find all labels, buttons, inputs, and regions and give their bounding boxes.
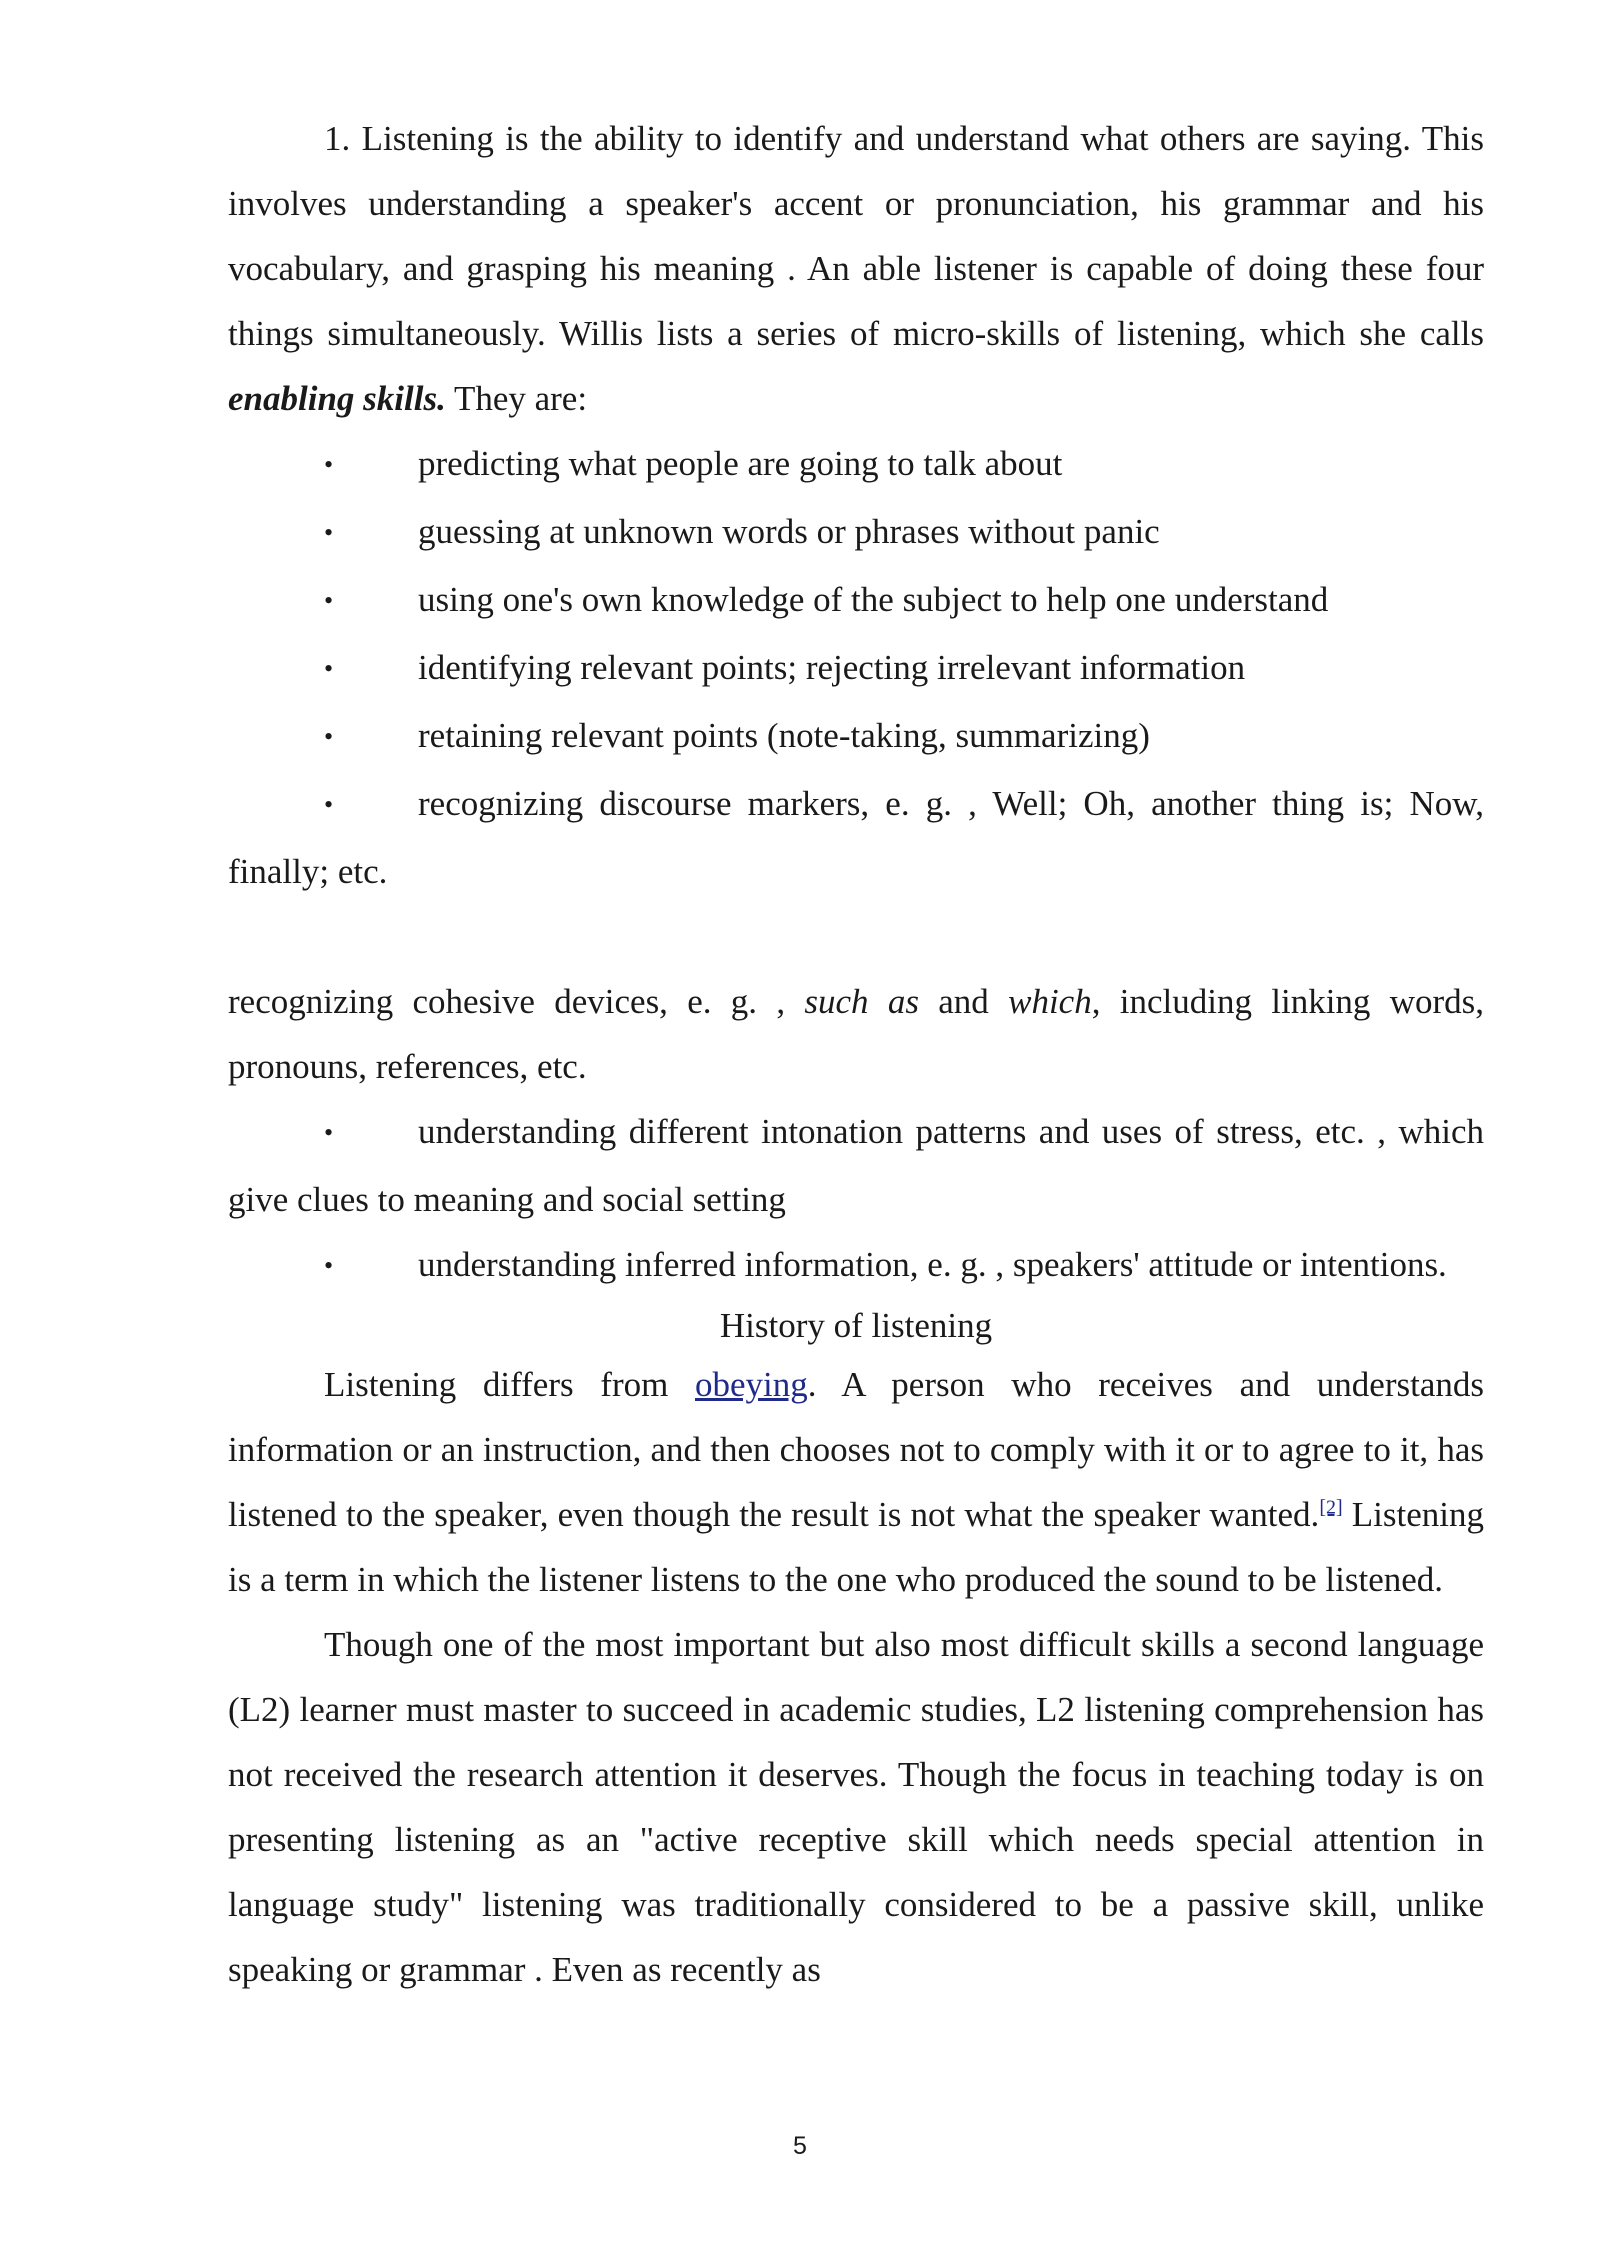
page-body — [228, 106, 1484, 2002]
bullet-icon — [228, 431, 418, 499]
list-item — [228, 703, 1484, 771]
history-text: Listening differs from — [324, 1365, 696, 1404]
list-item-text: recognizing discourse markers, e. g. , Well; Oh, another thing is; Now, finally; etc. — [228, 784, 1484, 891]
list-item-text: understanding inferred information, e. g. , speakers' attitude or intentions. — [418, 1245, 1447, 1284]
bullet-icon — [228, 1099, 418, 1167]
bullet-icon — [228, 771, 418, 839]
history-paragraph — [228, 1352, 1484, 1612]
page-number: 5 — [793, 2132, 807, 2160]
example-such-as: such as — [804, 982, 919, 1021]
bullet-icon — [228, 703, 418, 771]
cohesive-text: , including linking words, pronouns, references, etc. — [228, 982, 1485, 1086]
intro-text: 1. Listening is the ability to identify and understand what others are saying. This involves understanding a speaker's accent or pronunciation, his grammar and his vocabulary, and grasping his meaning . An able listener is capable of doing these four things simultaneously. Willis lists a series of micro-skills of listening, which she calls — [228, 119, 1484, 353]
cohesive-text: and — [918, 982, 1009, 1021]
intro-paragraph — [228, 106, 1484, 431]
spacer — [228, 904, 1484, 969]
section-heading: History of listening — [719, 1306, 993, 1345]
list-item-text: retaining relevant points (note-taking, summarizing) — [418, 716, 1150, 755]
bullet-icon — [228, 567, 418, 635]
reference-link[interactable]: [2] — [1319, 1496, 1343, 1519]
bullet-icon — [228, 1232, 418, 1300]
cohesive-text: recognizing cohesive devices, e. g. , — [228, 982, 805, 1021]
list-item — [228, 567, 1484, 635]
list-item-text: guessing at unknown words or phrases without panic — [418, 512, 1160, 551]
list-item — [228, 431, 1484, 499]
enabling-skills-term: enabling skills. — [228, 379, 446, 418]
list-item — [228, 1232, 1484, 1300]
list-item-text: predicting what people are going to talk about — [418, 444, 1063, 483]
list-item-text: identifying relevant points; rejecting irrelevant information — [418, 648, 1246, 687]
list-item — [228, 1099, 1484, 1232]
list-item-text: understanding different intonation patterns and uses of stress, etc. , which give clues to meaning and social setting — [228, 1112, 1484, 1219]
list-item — [228, 771, 1484, 904]
list-item — [228, 499, 1484, 567]
history-text: Listening is a term in which the listener listens to the one who produced the sound to be listened. — [228, 1495, 1484, 1599]
obeying-link[interactable]: obeying — [695, 1365, 808, 1404]
bullet-icon — [228, 499, 418, 567]
bullet-icon — [228, 635, 418, 703]
list-item-text: using one's own knowledge of the subject to help one understand — [418, 580, 1329, 619]
cohesive-devices-paragraph — [228, 969, 1484, 1099]
list-item — [228, 635, 1484, 703]
example-which: which — [1008, 982, 1092, 1021]
history-text: . A person who receives and understands information or an instruction, and then chooses not to comply with it or to agree to it, has listened to the speaker, even though the result is not what the speaker wanted. — [228, 1365, 1484, 1534]
intro-text-end: They are: — [445, 379, 588, 418]
l2-listening-paragraph: Though one of the most important but also most difficult skills a second language (L2) learner must master to succeed in academic studies, L2 listening comprehension has not received the research attention it deserves. Though the focus in teaching today is on presenting listening as an "active receptive skill which needs special attention in language study" listening was traditionally considered to be a passive skill, unlike speaking or grammar . Even as recently as — [228, 1625, 1484, 1989]
